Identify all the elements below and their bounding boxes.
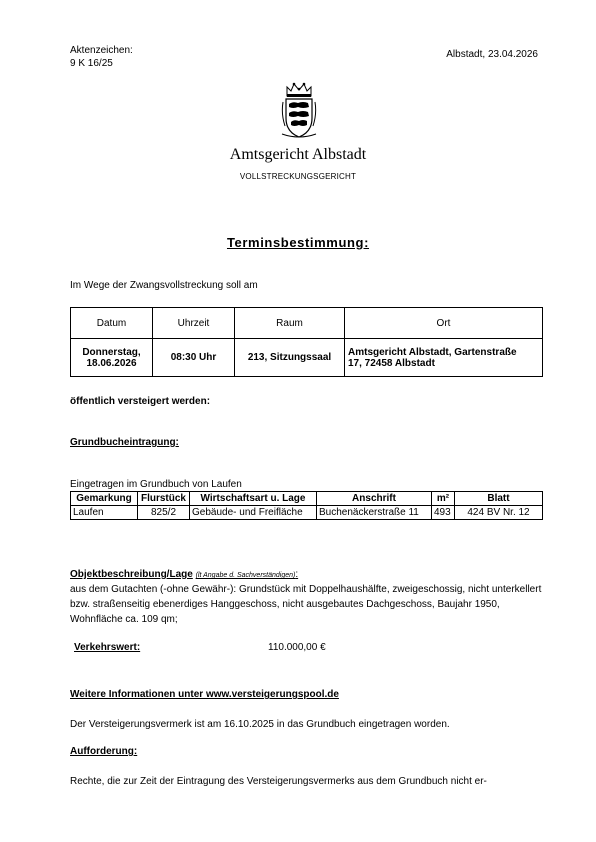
cell-anschrift: Buchenäckerstraße 11 bbox=[317, 506, 432, 520]
land-register-heading: Grundbucheintragung: bbox=[70, 437, 179, 448]
header-wirtschaftsart: Wirtschaftsart u. Lage bbox=[190, 492, 317, 506]
court-department: VOLLSTRECKUNGSGERICHT bbox=[239, 172, 357, 181]
cell-raum: 213, Sitzungssaal bbox=[235, 339, 345, 377]
land-register-row bbox=[71, 506, 543, 520]
object-heading-title: Objektbeschreibung/Lage bbox=[70, 569, 193, 580]
cell-blatt: 424 BV Nr. 12 bbox=[455, 506, 543, 520]
datum-date: 18.06.2026 bbox=[86, 357, 137, 369]
object-heading-colon: : bbox=[295, 569, 299, 580]
auction-statement: öffentlich versteigert werden: bbox=[70, 396, 211, 407]
more-info-link[interactable]: Weitere Informationen unter www.versteigerungspool.de bbox=[70, 689, 339, 700]
land-register-intro: Eingetragen im Grundbuch von Laufen bbox=[70, 479, 242, 490]
appointment-table-row bbox=[71, 339, 543, 377]
document-title: Terminsbestimmung: bbox=[226, 235, 370, 250]
cell-uhrzeit: 08:30 Uhr bbox=[153, 339, 235, 377]
appointment-table-header bbox=[71, 308, 543, 339]
cell-gemarkung: Laufen bbox=[71, 506, 138, 520]
datum-weekday: Donnerstag, bbox=[82, 346, 141, 358]
cell-wirtschaftsart: Gebäude- und Freifläche bbox=[190, 506, 317, 520]
registration-note: Der Versteigerungsvermerk ist am 16.10.2025 in das Grundbuch eingetragen worden. bbox=[70, 719, 450, 730]
header-anschrift: Anschrift bbox=[317, 492, 432, 506]
coat-of-arms-icon bbox=[281, 80, 317, 140]
header-blatt: Blatt bbox=[455, 492, 543, 506]
intro-text: Im Wege der Zwangsvollstreckung soll am bbox=[70, 280, 258, 291]
ort-line1: Amtsgericht Albstadt, Gartenstraße bbox=[348, 346, 517, 358]
header-raum: Raum bbox=[235, 308, 345, 339]
appointment-table bbox=[70, 307, 543, 377]
cell-flurstueck: 825/2 bbox=[138, 506, 190, 520]
header-gemarkung: Gemarkung bbox=[71, 492, 138, 506]
land-register-table bbox=[70, 491, 543, 520]
cell-datum bbox=[71, 339, 153, 377]
market-value-amount: 110.000,00 € bbox=[268, 642, 326, 653]
object-description-heading bbox=[70, 569, 298, 580]
object-heading-subtitle: (lt Angabe d. Sachverständigen) bbox=[195, 572, 296, 579]
place-date: Albstadt, 23.04.2026 bbox=[446, 49, 538, 60]
request-text: Rechte, die zur Zeit der Eintragung des Versteigerungsvermerks aus dem Grundbuch nicht er- bbox=[70, 776, 487, 787]
land-register-header bbox=[71, 492, 543, 506]
cell-area: 493 bbox=[432, 506, 455, 520]
header-uhrzeit: Uhrzeit bbox=[153, 308, 235, 339]
header-datum: Datum bbox=[71, 308, 153, 339]
court-name: Amtsgericht Albstadt bbox=[229, 146, 367, 163]
request-heading: Aufforderung: bbox=[70, 746, 138, 757]
market-value-label: Verkehrswert: bbox=[74, 642, 141, 653]
case-number-value: 9 K 16/25 bbox=[70, 58, 113, 69]
case-number-block bbox=[70, 44, 133, 70]
case-number-label: Aktenzeichen: bbox=[70, 45, 133, 56]
cell-ort bbox=[345, 339, 543, 377]
header-ort: Ort bbox=[345, 308, 543, 339]
header-area: m² bbox=[432, 492, 455, 506]
object-description-text: aus dem Gutachten (-ohne Gewähr-): Grundstück mit Doppelhaushälfte, zweigeschossig, nicht unterkellert bzw. straßenseitig ebenerdiges Hanggeschoss, nicht ausgebautes Dachgeschoss, Baujahr 1950, Wohnfläche ca. 109 qm; bbox=[70, 584, 542, 625]
header-flurstueck: Flurstück bbox=[138, 492, 190, 506]
ort-line2: 17, 72458 Albstadt bbox=[348, 357, 435, 369]
